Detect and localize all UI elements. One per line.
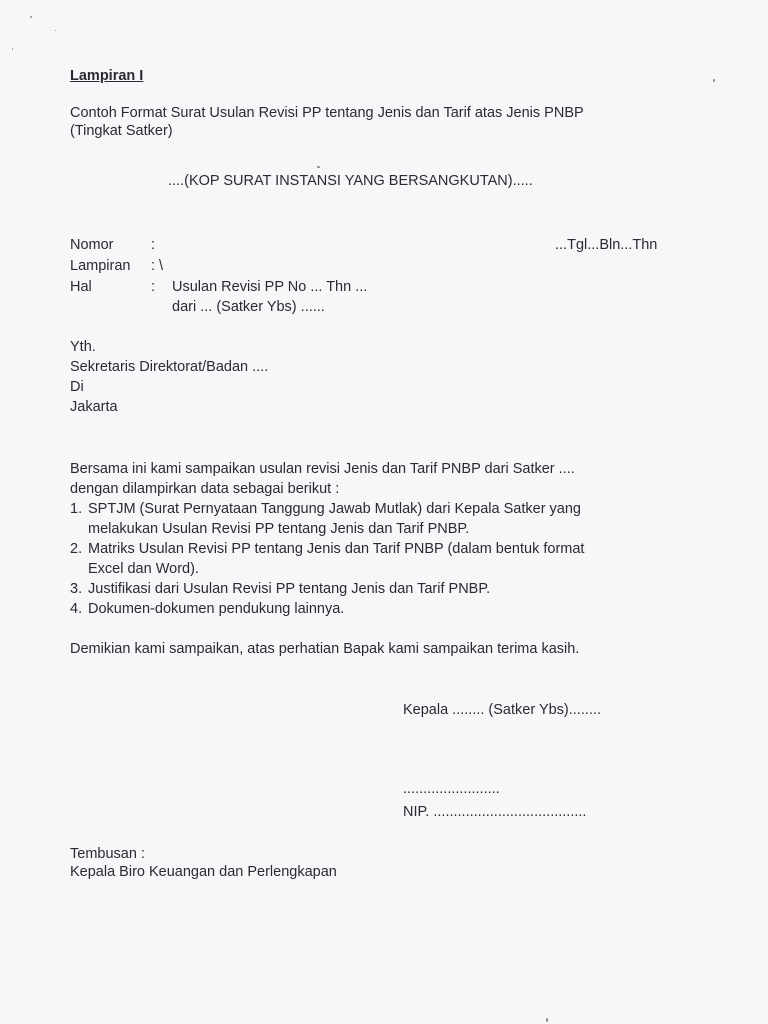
- scan-speck: [317, 166, 320, 168]
- kop-surat: ....(KOP SURAT INSTANSI YANG BERSANGKUTAN).....: [168, 173, 533, 189]
- recipient-line2: Sekretaris Direktorat/Badan ....: [70, 359, 269, 375]
- scan-speck: [30, 16, 32, 18]
- lampiran-label: Lampiran: [70, 258, 131, 274]
- nomor-colon: :: [151, 237, 156, 253]
- body-intro1: Bersama ini kami sampaikan usulan revisi Jenis dan Tarif PNBP dari Satker ....: [70, 461, 575, 477]
- signature-nip: NIP. ......................................: [403, 804, 587, 820]
- format-title-line1: Contoh Format Surat Usulan Revisi PP tentang Jenis dan Tarif atas Jenis PNBP: [70, 105, 584, 121]
- list-item-number: 3.: [70, 581, 83, 597]
- list-item-number: 1.: [70, 501, 83, 517]
- format-title-line2: (Tingkat Satker): [70, 123, 173, 139]
- list-item-text: Justifikasi dari Usulan Revisi PP tentang Jenis dan Tarif PNBP.: [88, 581, 491, 597]
- list-item-text: SPTJM (Surat Pernyataan Tanggung Jawab Mutlak) dari Kepala Satker yang: [88, 501, 581, 517]
- recipient-line4: Jakarta: [70, 399, 118, 415]
- list-item-text: Excel dan Word).: [88, 561, 199, 577]
- hal-line2: dari ... (Satker Ybs) ......: [172, 299, 325, 315]
- scan-speck: [12, 48, 13, 50]
- tembusan-label: Tembusan :: [70, 846, 145, 862]
- signature-title: Kepala ........ (Satker Ybs)........: [403, 702, 601, 718]
- list-item-text: Dokumen-dokumen pendukung lainnya.: [88, 601, 345, 617]
- letter-date: ...Tgl...Bln...Thn: [555, 237, 658, 253]
- body-intro2: dengan dilampirkan data sebagai berikut :: [70, 481, 340, 497]
- nomor-label: Nomor: [70, 237, 114, 253]
- scan-speck: [55, 30, 56, 31]
- list-item-number: 2.: [70, 541, 83, 557]
- recipient-line3: Di: [70, 379, 84, 395]
- list-item-number: 4.: [70, 601, 83, 617]
- hal-label: Hal: [70, 279, 92, 295]
- lampiran-title: Lampiran I: [70, 68, 144, 84]
- list-item-text: melakukan Usulan Revisi PP tentang Jenis dan Tarif PNBP.: [88, 521, 470, 537]
- scan-speck: [546, 1018, 548, 1022]
- list-item-text: Matriks Usulan Revisi PP tentang Jenis dan Tarif PNBP (dalam bentuk format: [88, 541, 585, 557]
- closing-text: Demikian kami sampaikan, atas perhatian Bapak kami sampaikan terima kasih.: [70, 641, 580, 657]
- recipient-line1: Yth.: [70, 339, 96, 355]
- hal-colon: :: [151, 279, 156, 295]
- signature-name-line: ........................: [403, 781, 500, 797]
- scan-speck: [713, 79, 715, 82]
- lampiran-colon: : \: [151, 258, 164, 274]
- hal-line1: Usulan Revisi PP No ... Thn ...: [172, 279, 368, 295]
- tembusan-line1: Kepala Biro Keuangan dan Perlengkapan: [70, 864, 337, 880]
